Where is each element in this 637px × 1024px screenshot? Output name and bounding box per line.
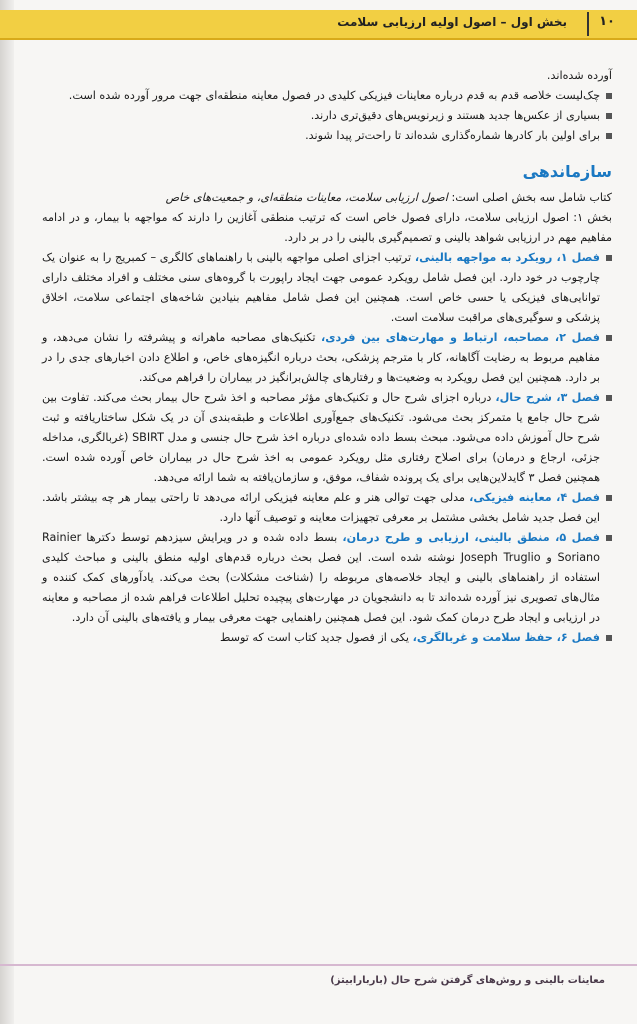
chapter-label: فصل ۱، رویکرد به مواجهه بالینی، [414, 251, 600, 264]
chapter-text: درباره اجزای شرح حال و تکنیک‌های مؤثر مصاحبه و اخذ شرح حال بیمار بحث می‌کند. تفاوت بین شرح حال جامع یا متمرکز بحث می‌شود. تکنیک‌های جمع‌آوری اطلاعات و طبقه‌بندی آن در یک شکل ساختاریافته و ثبت شرح حال آموزش داده می‌شود. مبحث بسط داده شده‌ای درباره اخذ شرح حال جنسی و مدل SBIRT (غربالگری، مداخله جزئی، ارجاع و درمان) برای اصلاح رفتاری مثل رویکرد عمومی به اخذ شرح حال در بیماران خاص آورده شده است. همچنین فصل ۳ گایدلاین‌هایی برای یک پرونده شفاف، موفق، و سازمان‌یافته به شما ارائه می‌دهد. [42, 391, 600, 484]
chapter-item [42, 328, 612, 388]
square-bullet-icon [606, 113, 612, 119]
square-bullet-icon [606, 495, 612, 501]
chapter-item [42, 388, 612, 488]
section-intro [42, 188, 612, 208]
page-binding-shadow [0, 0, 14, 1024]
chapter-label: فصل ۳، شرح حال، [495, 391, 600, 404]
continued-line: آورده شده‌اند. [546, 69, 612, 82]
square-bullet-icon [606, 395, 612, 401]
square-bullet-icon [606, 93, 612, 99]
chapter-text: ترتیب اجزای اصلی مواجهه بالینی با راهنماهای کالگری – کمبریج را به عنوان یک چارچوب در خود دارد. این فصل شامل رویکرد عمومی جهت ایجاد راپورت با گروه‌های سنی مختلف و افراد مختلف دارای توانایی‌های فیزیکی یا حسی خاص است. همچنین این فصل شامل مفاهیم بنیادین شاخه‌های اجتماعی سلامت، اخلاق پزشکی و سوگیری‌های مراقبت سلامت است. [42, 251, 600, 324]
list-item [42, 126, 612, 146]
section-intro-text: کتاب شامل سه بخش اصلی است: [447, 191, 612, 204]
square-bullet-icon [606, 133, 612, 139]
page-number: ۱۰ [599, 14, 615, 29]
header-divider [587, 12, 589, 36]
main-text [42, 66, 612, 648]
chapter-label: فصل ۴، معاینه فیزیکی، [469, 491, 600, 504]
chapter-item [42, 528, 612, 628]
list-item [42, 86, 612, 106]
chapter-text: مدلی جهت توالی هنر و علم معاینه فیزیکی ارائه می‌دهد تا راحتی بیمار هر چه بیشتر باشد. این فصل جدید شامل بخشی مشتمل بر معرفی تجهیزات معاینه و توصیف آنها دارد. [42, 491, 600, 524]
running-footer: معاینات بالینی و روش‌های گرفتن شرح حال (باربارابیتز) [330, 975, 605, 986]
section-heading: سازماندهی [522, 162, 612, 181]
square-bullet-icon [606, 535, 612, 541]
section-intro-parts: اصول ارزیابی سلامت، معاینات منطقه‌ای، و جمعیت‌های خاص [165, 191, 448, 204]
list-item [42, 106, 612, 126]
running-header-title: بخش اول – اصول اولیه ارزیابی سلامت [337, 15, 567, 29]
chapter-item [42, 488, 612, 528]
list-item-text: بسیاری از عکس‌ها جدید هستند و زیرنویس‌های دقیق‌تری دارند. [310, 109, 600, 122]
chapter-text: بسط داده شده و در ویرایش سیزدهم توسط دکترها Rainier Soriano و Joseph Truglio نوشته شده است. این فصل بحث درباره قدم‌های اولیه منطق بالینی و مباحث کلیدی استفاده از راهنماهای بالینی و ایجاد خلاصه‌های مربوطه را (شناخت مشکلات) بحث می‌کند. یادآورهای کمک کننده و مثال‌های تصویری نیز آورده شده‌اند تا به دانشجویان در مهارت‌های پیچیده تحلیل اطلاعات فراهم شده از مصاحبه و معاینه در ارزیابی و ایجاد طرح درمان کمک شود. این فصل همچنین راهنمایی جهت معرفی بیمار و یافته‌های بالینی آن دارد. [42, 531, 600, 624]
square-bullet-icon [606, 335, 612, 341]
chapter-label: فصل ۶، حفظ سلامت و غربالگری، [412, 631, 600, 644]
square-bullet-icon [606, 635, 612, 641]
chapter-text: یکی از فصول جدید کتاب است که توسط [219, 631, 413, 644]
chapter-item [42, 628, 612, 648]
square-bullet-icon [606, 255, 612, 261]
part-one-paragraph: بخش ۱: اصول ارزیابی سلامت، دارای فصول خاص است که ترتیب منطقی آغازین را دارند که مواجهه با بیمار، و در ادامه مفاهیم مهم در ارزیابی شواهد بالینی و تصمیم‌گیری بالینی را در بر دارد. [42, 211, 612, 244]
footer-rule [0, 964, 637, 966]
chapter-item [42, 248, 612, 328]
list-item-text: چک‌لیست خلاصه قدم به قدم درباره معاینات فیزیکی کلیدی در فصول معاینه منطقه‌ای جهت مرور آورده شده است. [68, 89, 600, 102]
chapter-text: تکنیک‌های مصاحبه ماهرانه و پیشرفته را نشان می‌دهد، و مفاهیم مربوط به رضایت آگاهانه، کار با مترجم پزشکی، بحث درباره انگیزه‌های خاص، و اطلاع دادن اخبارهای جدی را در بر دارد. همچنین این فصل رویکرد به وضعیت‌ها و رفتارهای چالش‌برانگیز در بیماران را فراهم می‌کند. [42, 331, 600, 384]
list-item-text: برای اولین بار کادرها شماره‌گذاری شده‌اند تا راحت‌تر پیدا شوند. [305, 129, 600, 142]
chapter-label: فصل ۲، مصاحبه، ارتباط و مهارت‌های بین فردی، [320, 331, 601, 344]
chapter-label: فصل ۵، منطق بالینی، ارزیابی و طرح درمان، [342, 531, 600, 544]
